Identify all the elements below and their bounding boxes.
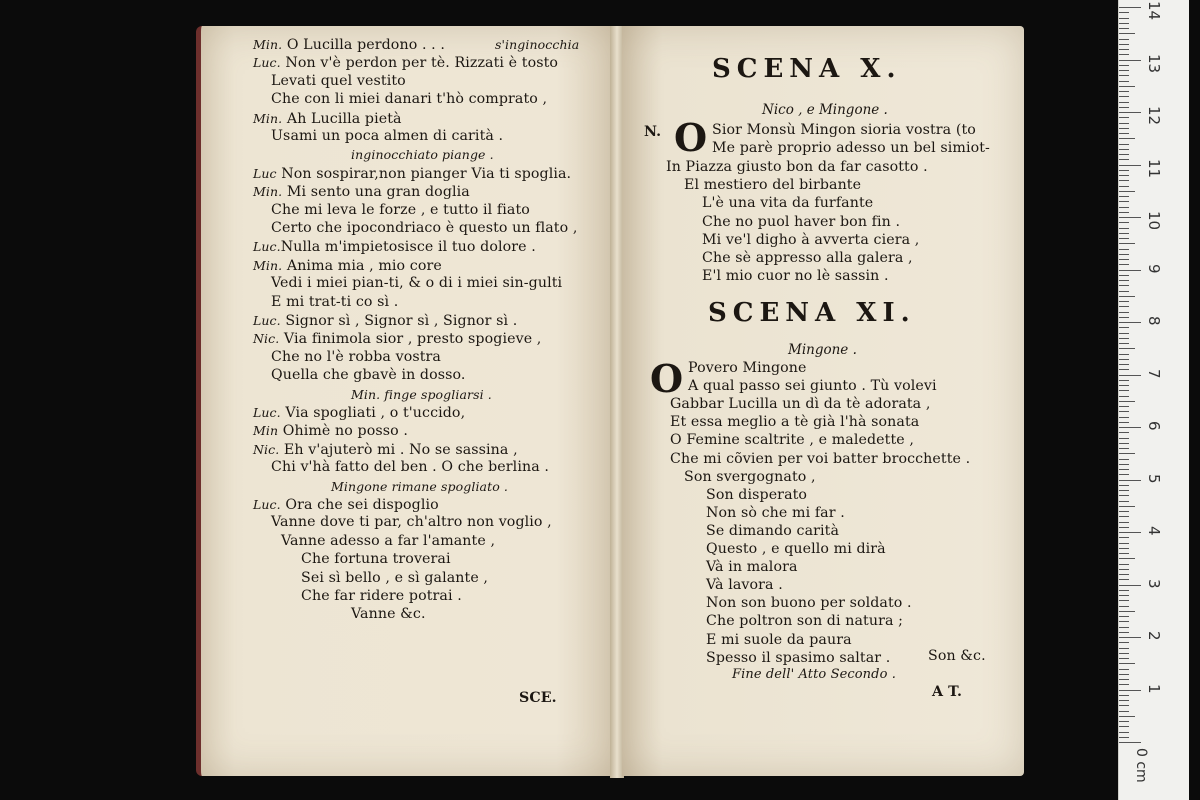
scene-11-heading: SCENA XI.: [708, 298, 916, 328]
ruler-tick: [1119, 138, 1135, 139]
ruler-tick: [1119, 60, 1141, 61]
speaker-label: Luc.: [253, 55, 281, 71]
ruler-tick: [1119, 28, 1129, 29]
left-text-line: [253, 330, 541, 348]
left-text-line: [271, 275, 562, 292]
left-text-line: [301, 551, 451, 568]
ruler-tick: [1119, 359, 1129, 360]
ruler-tick: [1119, 149, 1129, 150]
ruler-tick: [1119, 637, 1141, 638]
ruler-tick: [1119, 474, 1129, 475]
verse-text: Eh v'ajuterò mi . No se sassina ,: [279, 441, 518, 458]
ruler-tick: [1119, 711, 1129, 712]
scene-10-line: E'l mio cuor no lè sassin .: [702, 268, 889, 285]
scene-10-line: Mi ve'l digho à avverta ciera ,: [702, 231, 920, 248]
left-text-line: [253, 496, 439, 514]
speaker-label: Min.: [253, 184, 283, 200]
verse-text: Che con li miei danari t'hò comprato ,: [271, 91, 548, 108]
ruler-tick: [1119, 39, 1129, 40]
ruler-tick: [1119, 611, 1135, 612]
ruler-tick: [1119, 270, 1141, 271]
speaker-label: Luc.: [253, 405, 281, 420]
verse-text: Ah Lucilla pietà: [282, 110, 402, 127]
verse-text: Signor sì , Signor sì , Signor sì .: [280, 313, 518, 329]
left-text-line: [301, 588, 462, 605]
ruler-tick: [1119, 532, 1141, 533]
ruler-tick: [1119, 170, 1129, 171]
verse-text: Ohimè no posso .: [278, 423, 408, 440]
ruler-number: 14: [1145, 1, 1163, 21]
ruler-tick: [1119, 422, 1129, 423]
scene-11-line: A qual passo sei giunto . Tù volevi: [688, 378, 937, 395]
ruler-tick: [1119, 154, 1129, 155]
speaker-label: Nic.: [253, 441, 280, 457]
verse-text: Via spogliati , o t'uccido,: [280, 405, 466, 421]
ruler-tick: [1119, 569, 1129, 570]
verse-text: Chi v'hà fatto del ben . O che berlina .: [271, 459, 549, 476]
ruler-tick: [1119, 537, 1129, 538]
ruler-number: 2: [1145, 631, 1163, 641]
ruler-tick: [1119, 322, 1141, 323]
scene-10-dropcap: O: [674, 115, 708, 160]
ruler-tick: [1119, 501, 1129, 502]
verse-text: Che no l'è robba vostra: [271, 348, 441, 365]
ruler-tick: [1119, 695, 1129, 696]
ruler-unit-label: 0 cm: [1133, 748, 1149, 783]
ruler-tick: [1119, 427, 1141, 428]
speaker-label: Min.: [253, 110, 283, 126]
verse-text: Levati quel vestito: [271, 72, 406, 89]
left-text-line: [253, 441, 518, 459]
ruler-tick: [1119, 653, 1129, 654]
verse-text: Mi sento una gran doglia: [282, 184, 470, 201]
ruler-tick: [1119, 721, 1129, 722]
ruler-tick: [1119, 490, 1129, 491]
scene-10-line: Che sè appresso alla galera ,: [702, 250, 913, 267]
speaker-label: Nic.: [253, 331, 280, 347]
ruler-tick: [1119, 70, 1129, 71]
ruler-tick: [1119, 700, 1129, 701]
ruler-tick: [1119, 690, 1141, 691]
speaker-label: Min.: [253, 37, 283, 52]
ruler-tick: [1119, 254, 1129, 255]
left-text-line: [351, 146, 494, 164]
scene-10-line: Me parè proprio adesso un bel simiot-: [712, 140, 990, 157]
ruler-tick: [1119, 396, 1129, 397]
ruler-tick: [1119, 684, 1129, 685]
left-text-line: [253, 183, 470, 201]
ruler-tick: [1119, 75, 1129, 76]
scene-10-line: El mestiero del birbante: [684, 176, 862, 193]
ruler-tick: [1119, 91, 1129, 92]
ruler-tick: [1119, 453, 1135, 454]
ruler-tick: [1119, 553, 1129, 554]
speaker-label: Min: [253, 423, 279, 439]
ruler-tick: [1119, 144, 1129, 145]
left-text-line: [253, 422, 408, 440]
ruler-number: 10: [1145, 211, 1163, 231]
ruler-number: 9: [1145, 263, 1163, 274]
ruler-tick: [1119, 217, 1141, 218]
ruler-tick: [1119, 259, 1129, 260]
ruler-tick: [1119, 54, 1129, 55]
scene-11-line: O Femine scaltrite , e maledette ,: [670, 432, 914, 449]
ruler-number: 7: [1145, 368, 1163, 379]
left-text-line: [271, 73, 406, 90]
speaker-label: Luc.: [253, 497, 281, 512]
verse-text: Vanne &c.: [351, 606, 426, 623]
ruler-number: 8: [1145, 316, 1163, 326]
ruler-tick: [1119, 674, 1129, 675]
ruler-tick: [1119, 511, 1129, 512]
left-text-line: [253, 238, 536, 256]
ruler-tick: [1119, 133, 1129, 134]
ruler-tick: [1119, 380, 1129, 381]
left-text-line: [281, 533, 495, 550]
measurement-ruler: [1118, 0, 1189, 800]
left-catchword: SCE.: [519, 690, 557, 706]
verse-text: Quella che gbavè in dosso.: [271, 367, 466, 384]
left-text-line: [351, 386, 492, 404]
ruler-tick: [1119, 86, 1135, 87]
ruler-tick: [1119, 196, 1129, 197]
ruler-number: 3: [1145, 578, 1163, 589]
ruler-tick: [1119, 648, 1129, 649]
ruler-tick: [1119, 327, 1129, 328]
ruler-number: 12: [1145, 106, 1163, 126]
left-text-line: [271, 349, 441, 366]
ruler-tick: [1119, 464, 1129, 465]
ruler-tick: [1119, 522, 1129, 523]
left-text-line: [271, 367, 466, 384]
scene-11-line: Và lavora .: [706, 577, 783, 594]
ruler-number: 13: [1145, 53, 1163, 73]
ruler-tick: [1119, 642, 1129, 643]
scene-11-line: Se dimando carità: [706, 522, 840, 539]
ruler-tick: [1119, 469, 1129, 470]
stage-direction: Mingone rimane spogliato .: [331, 478, 508, 494]
scene-11-line: Non son buono per soldato .: [706, 595, 912, 612]
scene-10-heading: SCENA X.: [712, 54, 902, 84]
ruler-tick: [1119, 406, 1129, 407]
left-text-line: [301, 570, 488, 587]
scene-10-line: Sior Monsù Mingon sioria vostra (to: [712, 122, 976, 138]
ruler-tick: [1119, 595, 1129, 596]
ruler-tick: [1119, 228, 1129, 229]
scene-11-line: Questo , e quello mi dirà: [706, 541, 886, 557]
ruler-tick: [1119, 390, 1129, 391]
scene-11-line: Povero Mingone: [688, 360, 807, 376]
scene-11-characters: Mingone .: [788, 342, 857, 358]
ruler-tick: [1119, 574, 1129, 575]
ruler-tick: [1119, 12, 1129, 13]
stage-direction: Min. finge spogliarsi .: [351, 386, 492, 402]
scene-11-line: E mi suole da paura: [706, 631, 852, 648]
left-text-line: [271, 294, 398, 311]
ruler-tick: [1119, 737, 1129, 738]
ruler-tick: [1119, 238, 1129, 239]
open-book: [196, 26, 1028, 778]
verse-text: Anima mia , mio core: [282, 257, 442, 274]
ruler-tick: [1119, 96, 1129, 97]
right-page: [622, 26, 1024, 776]
verse-text: Via finimola sior , presto spogieve ,: [279, 331, 542, 348]
scene-11-line: Non sò che mi far .: [706, 504, 845, 521]
ruler-tick: [1119, 663, 1135, 664]
speaker-label: Luc.: [253, 313, 281, 328]
verse-text: Vedi i miei pian-ti, & o di i miei sin-gulti: [271, 275, 563, 292]
left-text-line: [271, 220, 577, 237]
scene-10-speaker: N.: [644, 124, 662, 140]
ruler-tick: [1119, 401, 1135, 402]
left-text-line: [253, 36, 580, 54]
speaker-label: Luc.: [253, 239, 281, 255]
ruler-tick: [1119, 275, 1129, 276]
left-text-line: [271, 514, 552, 531]
ruler-tick: [1119, 222, 1129, 223]
ruler-number: 4: [1145, 526, 1163, 536]
ruler-tick: [1119, 159, 1129, 160]
scene-11-line: Gabbar Lucilla un dì da tè adorata ,: [670, 396, 931, 413]
verse-text: Che far ridere potrai .: [301, 588, 462, 604]
ruler-tick: [1119, 117, 1129, 118]
ruler-tick: [1119, 333, 1129, 334]
ruler-tick: [1119, 165, 1141, 166]
ruler-tick: [1119, 658, 1129, 659]
left-text-line: [271, 459, 549, 476]
left-page: [196, 26, 619, 776]
ruler-tick: [1119, 18, 1129, 19]
stage-direction: inginocchiato piange .: [351, 147, 494, 163]
ruler-tick: [1119, 280, 1129, 281]
ruler-tick: [1119, 742, 1141, 743]
ruler-tick: [1119, 485, 1129, 486]
ruler-number: 6: [1145, 421, 1163, 431]
ruler-tick: [1119, 448, 1129, 449]
verse-text: Che mi leva le forze , e tutto il fiato: [271, 201, 530, 218]
ruler-tick: [1119, 621, 1129, 622]
verse-text: Ora che sei dispoglio: [280, 497, 439, 513]
ruler-tick: [1119, 495, 1129, 496]
ruler-tick: [1119, 616, 1129, 617]
ruler-tick: [1119, 600, 1129, 601]
ruler-tick: [1119, 705, 1129, 706]
ruler-tick: [1119, 348, 1135, 349]
verse-text: Che fortuna troverai: [301, 551, 451, 568]
ruler-tick: [1119, 369, 1129, 370]
ruler-tick: [1119, 233, 1129, 234]
verse-text: Non sospirar,non pianger Via ti spoglia.: [276, 165, 572, 182]
ruler-tick: [1119, 49, 1129, 50]
scene-11-line: Son svergognato ,: [684, 468, 816, 485]
ruler-tick: [1119, 459, 1129, 460]
scene-11-line: Che mi cõvien per voi batter brocchette .: [670, 450, 971, 467]
ruler-tick: [1119, 375, 1141, 376]
left-text-line: [253, 404, 465, 422]
ruler-tick: [1119, 516, 1129, 517]
ruler-tick: [1119, 81, 1129, 82]
ruler-tick: [1119, 558, 1135, 559]
ruler-tick: [1119, 107, 1129, 108]
verse-text: E mi trat-ti co sì .: [271, 293, 399, 310]
ruler-tick: [1119, 590, 1129, 591]
ruler-tick: [1119, 306, 1129, 307]
ruler-number: 1: [1145, 683, 1163, 694]
scene-10-line: Che no puol haver bon fin .: [702, 213, 901, 230]
ruler-tick: [1119, 432, 1129, 433]
scene-11-line: Spesso il spasimo saltar .: [706, 649, 891, 666]
verse-text: Sei sì bello , e sì galante ,: [301, 569, 489, 586]
stage-direction: s'inginocchia: [495, 37, 580, 52]
ruler-tick: [1119, 291, 1129, 292]
verse-text: Usami un poca almen di carità .: [271, 128, 504, 144]
left-text-line: [271, 91, 547, 108]
verse-text: Vanne adesso a far l'amante ,: [281, 532, 496, 549]
speaker-label: Min.: [253, 257, 283, 273]
ruler-tick: [1119, 285, 1129, 286]
ruler-tick: [1119, 411, 1129, 412]
left-text-line: [253, 110, 402, 128]
verse-text: Nulla m'impietosisce il tuo dolore .: [280, 239, 536, 256]
ruler-tick: [1119, 7, 1141, 8]
ruler-tick: [1119, 123, 1129, 124]
scene-11-line: Et essa meglio a tè già l'hà sonata: [670, 414, 920, 431]
scene-11-dropcap: O: [650, 356, 684, 401]
ruler-tick: [1119, 207, 1129, 208]
ruler-tick: [1119, 23, 1129, 24]
son-etc: Son &c.: [928, 648, 986, 664]
ruler-tick: [1119, 180, 1129, 181]
left-text-line: [331, 478, 508, 496]
ruler-tick: [1119, 186, 1129, 187]
ruler-tick: [1119, 317, 1129, 318]
scene-10-line: In Piazza giusto bon da far casotto .: [666, 158, 928, 175]
end-of-act-note: Fine dell' Atto Secondo .: [732, 667, 896, 682]
ruler-tick: [1119, 627, 1129, 628]
ruler-tick: [1119, 606, 1129, 607]
ruler-tick: [1119, 585, 1141, 586]
left-text-line: [253, 165, 571, 183]
ruler-tick: [1119, 385, 1129, 386]
ruler-tick: [1119, 564, 1129, 565]
ruler-tick: [1119, 480, 1141, 481]
ruler-tick: [1119, 438, 1129, 439]
scene-11-line: Che poltron son di natura ;: [706, 613, 903, 630]
left-text-line: [271, 128, 503, 145]
left-text-line: [253, 257, 442, 275]
ruler-tick: [1119, 128, 1129, 129]
ruler-tick: [1119, 726, 1129, 727]
scene-11-line: Và in malora: [706, 559, 798, 576]
ruler-tick: [1119, 506, 1135, 507]
ruler-tick: [1119, 102, 1129, 103]
ruler-tick: [1119, 44, 1129, 45]
verse-text: Certo che ipocondriaco è questo un flato ,: [271, 220, 578, 236]
ruler-tick: [1119, 679, 1129, 680]
ruler-tick: [1119, 732, 1129, 733]
left-text-line: [253, 54, 558, 72]
left-text-line: [351, 606, 426, 623]
ruler-tick: [1119, 301, 1129, 302]
verse-text: O Lucilla perdono . . .: [282, 37, 445, 53]
ruler-tick: [1119, 716, 1135, 717]
ruler-tick: [1119, 264, 1129, 265]
verse-text: Non v'è perdon per tè. Rizzati è tosto: [280, 55, 559, 72]
scene-10-characters: Nico , e Mingone .: [762, 102, 888, 118]
ruler-tick: [1119, 112, 1141, 113]
verse-text: Vanne dove ti par, ch'altro non voglio ,: [271, 514, 552, 531]
ruler-tick: [1119, 212, 1129, 213]
speaker-label: Luc: [253, 165, 277, 181]
ruler-tick: [1119, 201, 1129, 202]
ruler-tick: [1119, 65, 1129, 66]
ruler-tick: [1119, 632, 1129, 633]
ruler-tick: [1119, 296, 1135, 297]
ruler-tick: [1119, 249, 1129, 250]
ruler-tick: [1119, 543, 1129, 544]
scene-10-line: L'è una vita da furfante: [702, 195, 874, 212]
left-text-line: [253, 312, 517, 330]
left-text-line: [271, 202, 530, 219]
ruler-number: 5: [1145, 473, 1163, 484]
ruler-tick: [1119, 312, 1129, 313]
ruler-tick: [1119, 548, 1129, 549]
scene-11-line: Son disperato: [706, 486, 808, 503]
ruler-tick: [1119, 175, 1129, 176]
ruler-tick: [1119, 443, 1129, 444]
right-catchword: A T.: [932, 684, 963, 700]
ruler-tick: [1119, 579, 1129, 580]
ruler-tick: [1119, 354, 1129, 355]
ruler-tick: [1119, 191, 1135, 192]
ruler-tick: [1119, 417, 1129, 418]
ruler-tick: [1119, 33, 1135, 34]
ruler-tick: [1119, 527, 1129, 528]
ruler-tick: [1119, 338, 1129, 339]
ruler-number: 11: [1145, 158, 1163, 178]
ruler-tick: [1119, 669, 1129, 670]
ruler-tick: [1119, 343, 1129, 344]
ruler-tick: [1119, 364, 1129, 365]
ruler-tick: [1119, 243, 1135, 244]
